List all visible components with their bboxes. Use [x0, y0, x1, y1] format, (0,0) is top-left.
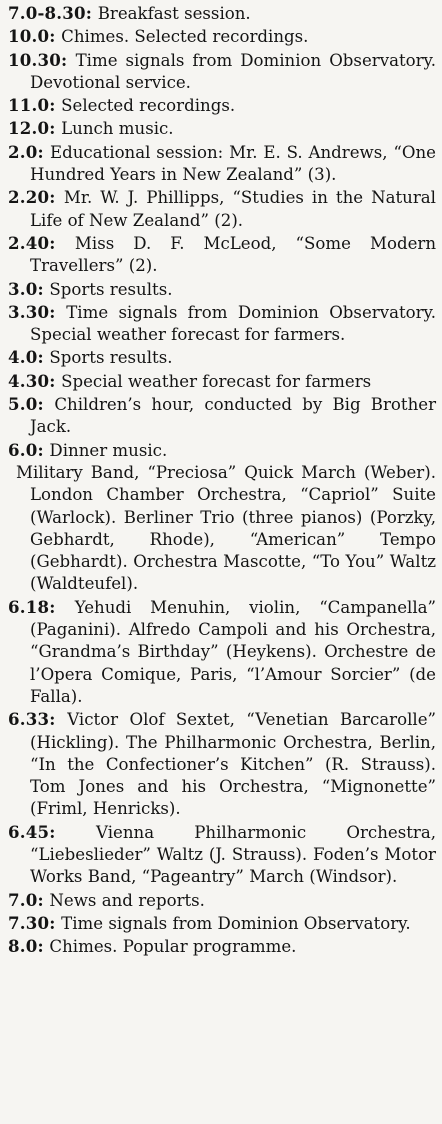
entry-time: 6.18 — [8, 596, 50, 617]
entry-time: 6.0 — [8, 439, 38, 460]
entry-time: 10.0 — [8, 26, 50, 47]
entry-text: Miss D. F. McLeod, “Some Modern Travellers” (2). — [30, 233, 437, 276]
listing-entry: 6.0: Dinner music. — [8, 439, 168, 460]
listing-entry: 4.0: Sports results. — [8, 347, 173, 368]
entry-text: Vienna Philharmonic Orchestra, “Liebeslieder” Waltz (J. Strauss). Foden’s Motor Works Band, “Pageantry” March (Windsor). — [30, 822, 436, 887]
entry-text: Sports results. — [49, 279, 173, 299]
entry-text: Sports results. — [49, 348, 173, 368]
entry-text: Special weather forecast for farmers — [61, 371, 372, 391]
listing-entry: 2.0: Educational session: Mr. E. S. Andrews, “One Hundred Years in New Zealand” (3). — [8, 141, 437, 185]
listing-entry: 7.0-8.30: Breakfast session. — [8, 3, 251, 23]
entry-text: Time signals from Dominion Observatory. — [61, 913, 411, 933]
entry-time: 5.0 — [8, 394, 38, 415]
entry-time: 2.0 — [8, 141, 38, 162]
entry-text: Time signals from Dominion Observatory. Special weather forecast for farmers. — [30, 302, 436, 345]
listing-entry: 12.0: Lunch music. — [8, 118, 174, 139]
entry-text: Selected recordings. — [61, 96, 236, 116]
listing-entry: 2.20: Mr. W. J. Phillipps, “Studies in the Natural Life of New Zealand” (2). — [8, 187, 436, 230]
entry-text: Chimes. Selected recordings. — [61, 27, 309, 47]
listing-entry: 7.30: Time signals from Dominion Observatory. — [8, 912, 411, 933]
entry-time: 3.0 — [8, 278, 38, 299]
listing-entry: 6.33: Victor Olof Sextet, “Venetian Barcarolle” (Hickling). The Philharmonic Orchestra, Berlin, “In the Confectioner’s Kitchen” (R. Strauss). Tom Jones and his Orchestra, “Mignonette” (Friml, Henricks). — [8, 709, 436, 819]
listing-entry: 8.0: Chimes. Popular programme. — [8, 936, 297, 957]
listing-entry: 6.45: Vienna Philharmonic Orchestra, “Liebeslieder” Waltz (J. Strauss). Foden’s Motor Works Band, “Pageantry” March (Windsor). — [8, 821, 436, 887]
entry-text: Educational session: Mr. E. S. Andrews, “One Hundred Years in New Zealand” (3). — [30, 142, 437, 185]
listing-entry: 3.30: Time signals from Dominion Observatory. Special weather forecast for farmers. — [8, 301, 436, 345]
entry-time: 6.45 — [8, 821, 50, 842]
listing-entry: 3.0: Sports results. — [8, 278, 173, 299]
listing-entry: 10.0: Chimes. Selected recordings. — [8, 26, 309, 47]
entry-time: 7.0 — [8, 889, 38, 910]
entry-text: Mr. W. J. Phillipps, “Studies in the Natural Life of New Zealand” (2). — [30, 188, 436, 230]
entry-text: Lunch music. — [61, 119, 174, 139]
entry-time: 8.0 — [8, 936, 38, 957]
listing-entry: 7.0: News and reports. — [8, 889, 205, 910]
entry-time: 12.0 — [8, 118, 50, 139]
entry-time: 7.30 — [8, 912, 50, 933]
entry-time: 11.0 — [8, 95, 50, 116]
entry-time: 2.40 — [8, 232, 50, 253]
listing-entry: 4.30: Special weather forecast for farmers — [8, 370, 372, 391]
entry-time: 4.30 — [8, 370, 50, 391]
listing-entry: 5.0: Children’s hour, conducted by Big Brother Jack. — [8, 394, 437, 437]
entry-time: 7.0-8.30 — [8, 3, 86, 23]
entry-text: Chimes. Popular programme. — [49, 937, 297, 957]
entry-text: Yehudi Menuhin, violin, “Campanella” (Paganini). Alfredo Campoli and his Orchestra, “Grandma’s Birthday” (Heykens). Orchestre de l’Opera Comique, Paris, “l’Amour Sorcier” (de Falla). — [30, 597, 437, 706]
listing-entry: 10.30: Time signals from Dominion Observatory. Devotional service. — [8, 49, 437, 92]
entry-text: Dinner music. — [49, 440, 168, 460]
entry-time: 6.33 — [8, 709, 50, 730]
entry-time: 3.30 — [8, 301, 50, 322]
entry-text: Victor Olof Sextet, “Venetian Barcarolle” (Hickling). The Philharmonic Orchestra, Berlin, “In the Confectioner’s Kitchen” (R. Strauss). Tom Jones and his Orchestra, “Mignonette” (Friml, Henricks). — [30, 710, 436, 819]
entry-text: Time signals from Dominion Observatory. Devotional service. — [30, 50, 437, 92]
listing-entry: 11.0: Selected recordings. — [8, 95, 236, 116]
entry-text: Breakfast session. — [97, 4, 251, 23]
listing-entry: 2.40: Miss D. F. McLeod, “Some Modern Travellers” (2). — [8, 232, 437, 276]
entry-text: Children’s hour, conducted by Big Brother Jack. — [30, 395, 437, 437]
listing-entry: 6.18: Yehudi Menuhin, violin, “Campanella” (Paganini). Alfredo Campoli and his Orchestra, “Grandma’s Birthday” (Heykens). Orchestre de l’Opera Comique, Paris, “l’Amour Sorcier” (de Falla). — [8, 596, 437, 706]
entry-time: 10.30 — [8, 49, 61, 70]
entry-time: 2.20 — [8, 187, 50, 208]
entry-time: 4.0 — [8, 347, 38, 368]
dinner-music-paragraph: Military Band, “Preciosa” Quick March (Weber). London Chamber Orchestra, “Capriol” Suite (Warlock). Berliner Trio (three pianos) (Porzky, Gebhardt, Rhode), “American” Tempo (Gebhardt). Orchestra Mascotte, “To You” Waltz (Waldteufel). — [16, 462, 436, 594]
entry-text: News and reports. — [49, 890, 205, 910]
